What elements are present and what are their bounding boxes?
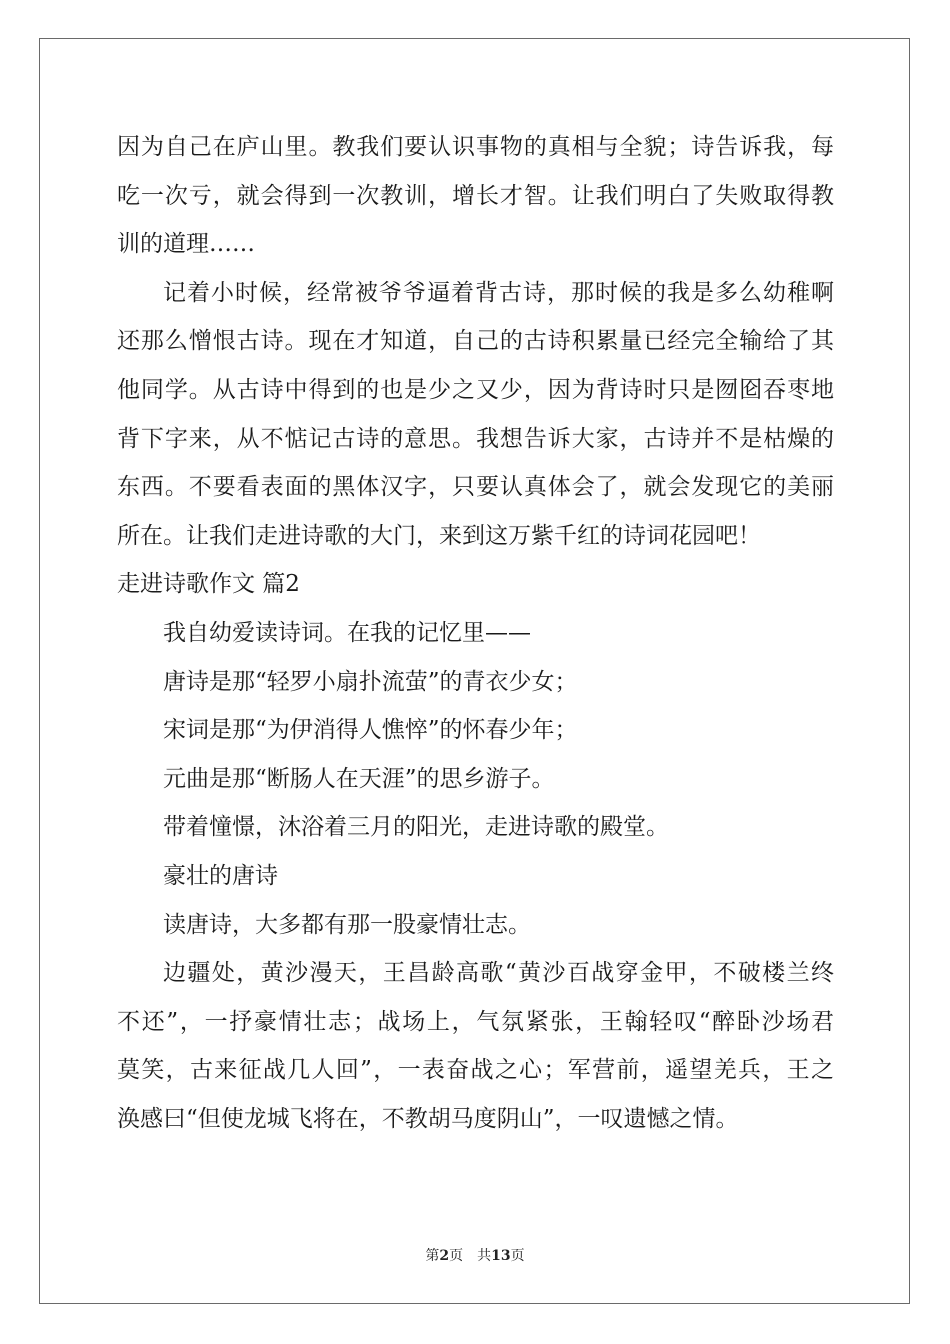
text-line-1: 因为自己在庐山里。教我们要认识事物的真相与全貌；诗告诉我，每 bbox=[117, 134, 834, 160]
text-line-18: 边疆处，黄沙漫天，王昌龄高歌“黄沙百战穿金甲，不破楼兰终 bbox=[163, 960, 834, 987]
text-line-4: 记着小时候，经常被爷爷逼着背古诗，那时候的我是多么幼稚啊 bbox=[163, 279, 834, 306]
page-footer bbox=[0, 1246, 950, 1266]
text-line-12: 唐诗是那“轻罗小扇扑流萤”的青衣少女； bbox=[163, 668, 578, 695]
text-line-3: 训的道理…… bbox=[117, 231, 255, 258]
section-heading: 走进诗歌作文 篇2 bbox=[117, 571, 300, 598]
subheading: 豪壮的唐诗 bbox=[163, 862, 278, 889]
text-line-15: 带着憧憬，沐浴着三月的阳光，走进诗歌的殿堂。 bbox=[163, 814, 669, 841]
document-body bbox=[117, 123, 834, 1143]
text-line-9: 所在。让我们走进诗歌的大门，来到这万紫千红的诗词花园吧！ bbox=[117, 522, 761, 549]
total-suffix: 页 bbox=[510, 1248, 525, 1264]
text-line-8: 东西。不要看表面的黑体汉字，只要认真体会了，就会发现它的美丽 bbox=[117, 474, 834, 501]
page-suffix: 页 bbox=[449, 1248, 464, 1264]
text-line-7: 背下字来，从不惦记古诗的意思。我想告诉大家，古诗并不是枯燥的 bbox=[117, 425, 834, 452]
text-line-21: 涣感曰“但使龙城飞将在，不教胡马度阴山”，一叹遗憾之情。 bbox=[117, 1105, 739, 1132]
text-line-5: 还那么憎恨古诗。现在才知道，自己的古诗积累量已经完全输给了其 bbox=[117, 328, 834, 355]
text-line-6: 他同学。从古诗中得到的也是少之又少，因为背诗时只是囫囵吞枣地 bbox=[117, 376, 834, 403]
text-line-17: 读唐诗，大多都有那一股豪情壮志。 bbox=[163, 911, 531, 938]
text-line-14: 元曲是那“断肠人在天涯”的思乡游子。 bbox=[163, 765, 555, 792]
text-line-19: 不还”，一抒豪情壮志；战场上，气氛紧张，王翰轻叹“醉卧沙场君 bbox=[117, 1008, 834, 1035]
total-prefix: 共 bbox=[477, 1248, 492, 1264]
text-line-2: 吃一次亏，就会得到一次教训，增长才智。让我们明白了失败取得教 bbox=[117, 182, 834, 209]
page-number: 2 bbox=[439, 1248, 450, 1264]
text-line-20: 莫笑，古来征战几人回”，一表奋战之心；军营前，遥望羌兵，王之 bbox=[117, 1057, 834, 1084]
text-line-13: 宋词是那“为伊消得人憔悴”的怀春少年； bbox=[163, 717, 578, 744]
page-prefix: 第 bbox=[425, 1248, 440, 1264]
text-line-11: 我自幼爱读诗词。在我的记忆里—— bbox=[163, 619, 531, 646]
total-pages: 13 bbox=[491, 1248, 511, 1264]
